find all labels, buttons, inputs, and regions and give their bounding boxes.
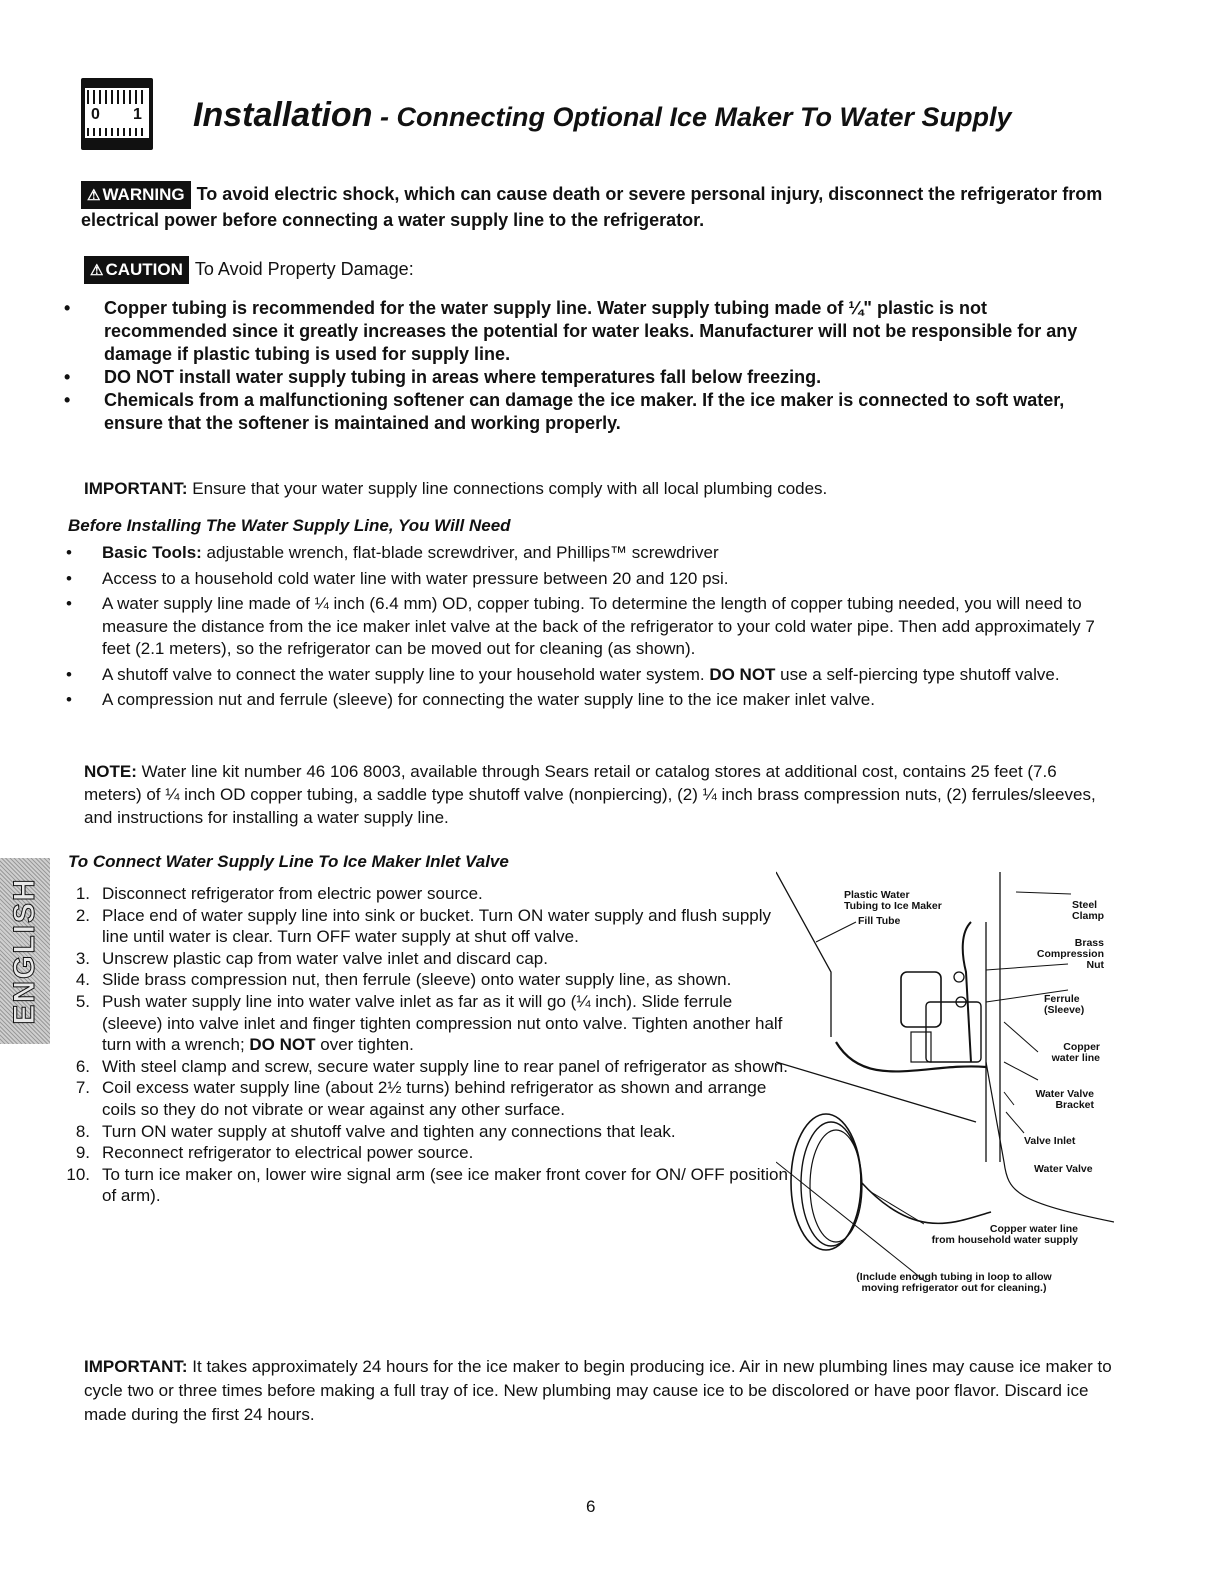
title-main: Installation <box>193 96 373 134</box>
list-item: • Basic Tools: adjustable wrench, flat-blade screwdriver, and Phillips™ screwdriver <box>62 542 1112 565</box>
label-water-valve: Water Valve <box>1034 1163 1093 1175</box>
list-item: • Access to a household cold water line with water pressure between 20 and 120 psi. <box>62 568 1112 591</box>
connect-heading: To Connect Water Supply Line To Ice Maker Inlet Valve <box>68 852 509 871</box>
caution-badge: ⚠ CAUTION <box>84 256 189 284</box>
list-item: • A shutoff valve to connect the water supply line to your household water system. DO NOT use a self-piercing type shutoff valve. <box>62 664 1112 687</box>
list-item: 7. Coil excess water supply line (about 2½ turns) behind refrigerator as shown and arrange coils so they do not vibrate or wear against any other surface. <box>75 1078 767 1119</box>
important-plumbing-note: IMPORTANT: Ensure that your water supply line connections comply with all local plumbing codes. <box>84 479 828 498</box>
label-ferrule: Ferrule (Sleeve) <box>1044 993 1085 1016</box>
label-brass-nut: Brass Compression Nut <box>1036 937 1104 971</box>
title-sub: - Connecting Optional Ice Maker To Water Supply <box>372 102 1012 132</box>
caution-bullets <box>62 297 1112 435</box>
warning-text: To avoid electric shock, which can cause death or severe personal injury, disconnect the refrigerator from electrical power before connecting a water supply line to the refrigerator. <box>81 183 1103 230</box>
page-number: 6 <box>586 1497 596 1516</box>
caution-heading: To Avoid Property Damage: <box>194 258 414 279</box>
label-loop-note: (Include enough tubing in loop to allow moving refrigerator out for cleaning.) <box>856 1271 1052 1294</box>
label-copper-line: Copper water line <box>1051 1041 1100 1064</box>
warning-block <box>81 181 1111 232</box>
water-line-kit-note: NOTE: Water line kit number 46 106 8003, available through Sears retail or catalog stores at additional cost, contains 25 feet (7.6 meters) of ¼ inch OD copper tubing, a saddle type shutoff valve (nonpiercing), (2) ¼ inch brass compression nuts, (2) ferrules/sleeves, and instructions for installing a water supply line. <box>84 762 1096 827</box>
list-item: • Chemicals from a malfunctioning softener can damage the ice maker. If the ice maker is connected to soft water, ensure that the softener is maintained and working properly. <box>62 389 1112 435</box>
list-item: 3. Unscrew plastic cap from water valve inlet and discard cap. <box>75 948 548 968</box>
list-item: 4. Slide brass compression nut, then ferrule (sleeve) onto water supply line, as shown. <box>75 970 732 990</box>
list-item: • A compression nut and ferrule (sleeve) for connecting the water supply line to the ice maker inlet valve. <box>62 689 1112 712</box>
label-plastic-tubing: Plastic Water Tubing to Ice Maker <box>844 889 942 912</box>
label-valve-bracket: Water Valve Bracket <box>1035 1088 1094 1111</box>
label-fill-tube: Fill Tube <box>858 915 901 927</box>
label-steel-clamp: Steel Clamp <box>1072 899 1105 922</box>
label-household-line: Copper water line from household water supply <box>931 1223 1078 1246</box>
label-valve-inlet: Valve Inlet <box>1024 1135 1076 1147</box>
list-item: 10. To turn ice maker on, lower wire signal arm (see ice maker front cover for ON/ OFF position of arm). <box>66 1164 788 1206</box>
list-item: 8. Turn ON water supply at shutoff valve and tighten any connections that leak. <box>75 1121 676 1141</box>
warning-badge: ⚠ WARNING <box>81 181 191 209</box>
before-installing-heading: Before Installing The Water Supply Line, You Will Need <box>68 516 511 535</box>
caution-triangle-icon: ⚠ <box>90 262 104 279</box>
requirements-list <box>62 542 1112 715</box>
list-item: 2. Place end of water supply line into sink or bucket. Turn ON water supply and flush supply line until water is clear. Turn OFF water supply at shut off valve. <box>75 905 772 947</box>
list-item: • A water supply line made of ¼ inch (6.4 mm) OD, copper tubing. To determine the length of copper tubing needed, you will need to measure the distance from the ice maker inlet valve at the back of the refrigerator to your cold water pipe. Then add approximately 7 feet (2.1 meters), so the refrigerator can be moved out for cleaning (as shown). <box>62 593 1112 661</box>
list-item: 5. Push water supply line into water valve inlet as far as it will go (¼ inch). Slide ferrule (sleeve) into valve inlet and finger tighten compression nut onto valve. Tighten another half turn with a wrench; DO NOT over tighten. <box>75 991 783 1055</box>
list-item: 1. Disconnect refrigerator from electric power source. <box>75 884 483 903</box>
list-item: 9. Reconnect refrigerator to electrical power source. <box>75 1143 474 1163</box>
list-item: 6. With steel clamp and screw, secure water supply line to rear panel of refrigerator as shown. <box>75 1056 788 1076</box>
list-item: • DO NOT install water supply tubing in areas where temperatures fall below freezing. <box>62 366 1112 389</box>
important-first-ice-note: IMPORTANT: It takes approximately 24 hours for the ice maker to begin producing ice. Air in new plumbing lines may cause ice maker to cycle two or three times before making a full tray of ice. New plumbing may cause ice to be discolored or have poor flavor. Discard ice made during the first 24 hours. <box>84 1357 1112 1424</box>
measuring-ruler-icon: 0 1 <box>81 78 153 150</box>
warning-triangle-icon: ⚠ <box>87 187 101 204</box>
caution-block <box>84 256 784 284</box>
language-tab: ENGLISH <box>0 858 50 1044</box>
page-title <box>193 96 1012 135</box>
ice-maker-connection-diagram <box>776 862 1114 1328</box>
connect-steps <box>60 883 795 1207</box>
list-item: • Copper tubing is recommended for the water supply line. Water supply tubing made of ¼" plastic is not recommended since it greatly increases the potential for water leaks. Manufacturer will not be responsible for any damage if plastic tubing is used for supply line. <box>62 297 1112 366</box>
